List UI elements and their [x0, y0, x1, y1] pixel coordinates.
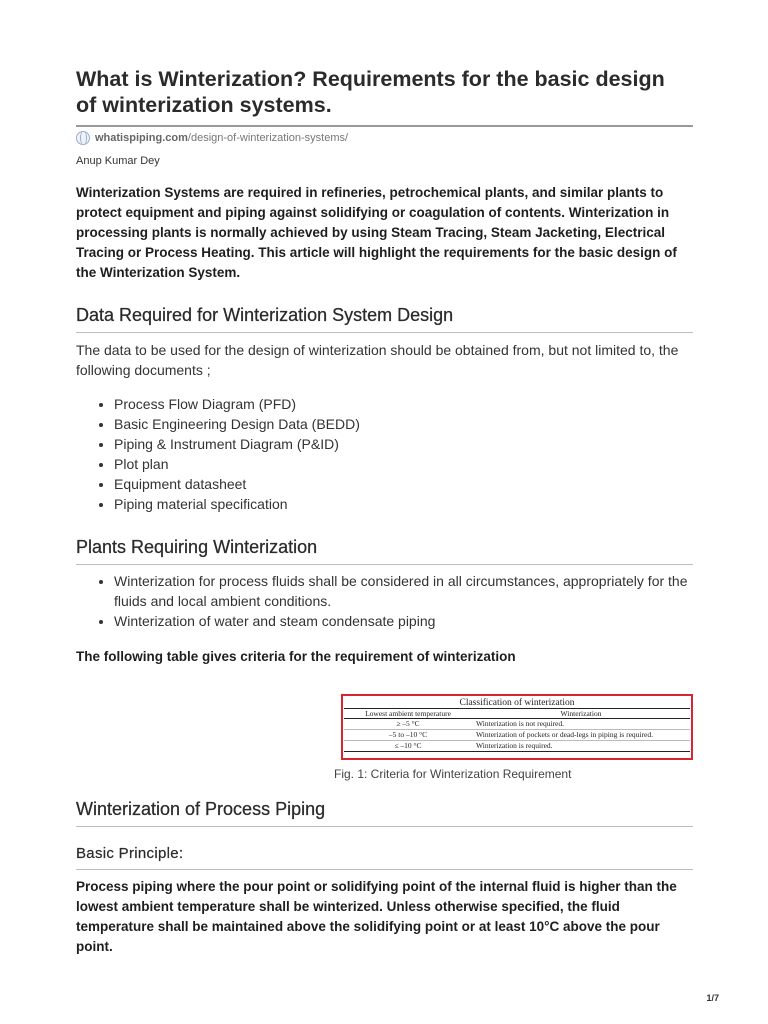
- list-item: • Piping material specification: [114, 494, 694, 514]
- title-divider: [76, 125, 693, 127]
- table-row: [344, 741, 690, 752]
- page-number: 1/7: [706, 993, 719, 1003]
- list-item: • Winterization for process fluids shall be considered in all circumstances, appropriately for the fluids and local ambient conditions.: [114, 571, 694, 611]
- table-cell: ≤ –10 °C: [394, 741, 422, 750]
- table-row: [344, 719, 690, 730]
- plants-list: [76, 571, 694, 631]
- section-divider: [76, 332, 693, 333]
- table-cell: Winterization is not required.: [476, 719, 565, 728]
- figure-title: Classification of winterization: [459, 698, 575, 708]
- table-header: Winterization: [560, 709, 602, 718]
- list-item: • Piping & Instrument Diagram (P&ID): [114, 434, 694, 454]
- criteria-table: [344, 708, 690, 752]
- table-intro: The following table gives criteria for the requirement of winterization: [76, 649, 516, 664]
- basic-principle-paragraph: Process piping where the pour point or solidifying point of the internal fluid is higher than the lowest ambient temperature shall be winterized. Unless otherwise specified, the fluid temperature shall be maintained above the solidifying point or at least 10°C above the pour point.: [76, 879, 677, 954]
- table-cell: Winterization is required.: [476, 741, 553, 750]
- table-header: Lowest ambient temperature: [365, 709, 451, 718]
- list-item: • Process Flow Diagram (PFD): [114, 394, 694, 414]
- table-cell: ≥ –5 °C: [396, 719, 420, 728]
- subheading-basic-principle: Basic Principle:: [76, 845, 184, 862]
- table-row: [344, 730, 690, 741]
- author-name: Anup Kumar Dey: [76, 155, 160, 167]
- section-divider: [76, 869, 693, 870]
- list-item: • Equipment datasheet: [114, 474, 694, 494]
- page-title: What is Winterization? Requirements for the basic design of winterization systems.: [76, 67, 665, 117]
- documents-list: [76, 394, 694, 514]
- winterization-criteria-figure: [341, 694, 693, 760]
- figure-caption: Fig. 1: Criteria for Winterization Requirement: [334, 767, 572, 781]
- intro-paragraph: Winterization Systems are required in refineries, petrochemical plants, and similar plants to protect equipment and piping against solidifying or coagulation of contents. Winterization in processing plants is normally achieved by using Steam Tracing, Steam Jacketing, Electrical Tracing or Process Heating. This article will highlight the requirements for the basic design of the Winterization System.: [76, 185, 677, 280]
- source-domain: whatispiping.com: [95, 132, 188, 144]
- section-divider: [76, 826, 693, 827]
- data-required-paragraph: The data to be used for the design of winterization should be obtained from, but not limited to, the following documents ;: [76, 342, 679, 378]
- heading-data-required: Data Required for Winterization System Design: [76, 305, 454, 325]
- heading-plants-requiring: Plants Requiring Winterization: [76, 537, 318, 557]
- list-item: • Plot plan: [114, 454, 694, 474]
- heading-process-piping: Winterization of Process Piping: [76, 799, 326, 819]
- table-cell: –5 to –10 °C: [388, 730, 428, 739]
- list-item: • Winterization of water and steam condensate piping: [114, 611, 694, 631]
- source-path: /design-of-winterization-systems/: [187, 132, 349, 144]
- list-item: • Basic Engineering Design Data (BEDD): [114, 414, 694, 434]
- globe-icon: [76, 131, 90, 145]
- section-divider: [76, 564, 693, 565]
- source-link[interactable]: [76, 131, 348, 145]
- table-cell: Winterization of pockets or dead-legs in piping is required.: [476, 730, 653, 739]
